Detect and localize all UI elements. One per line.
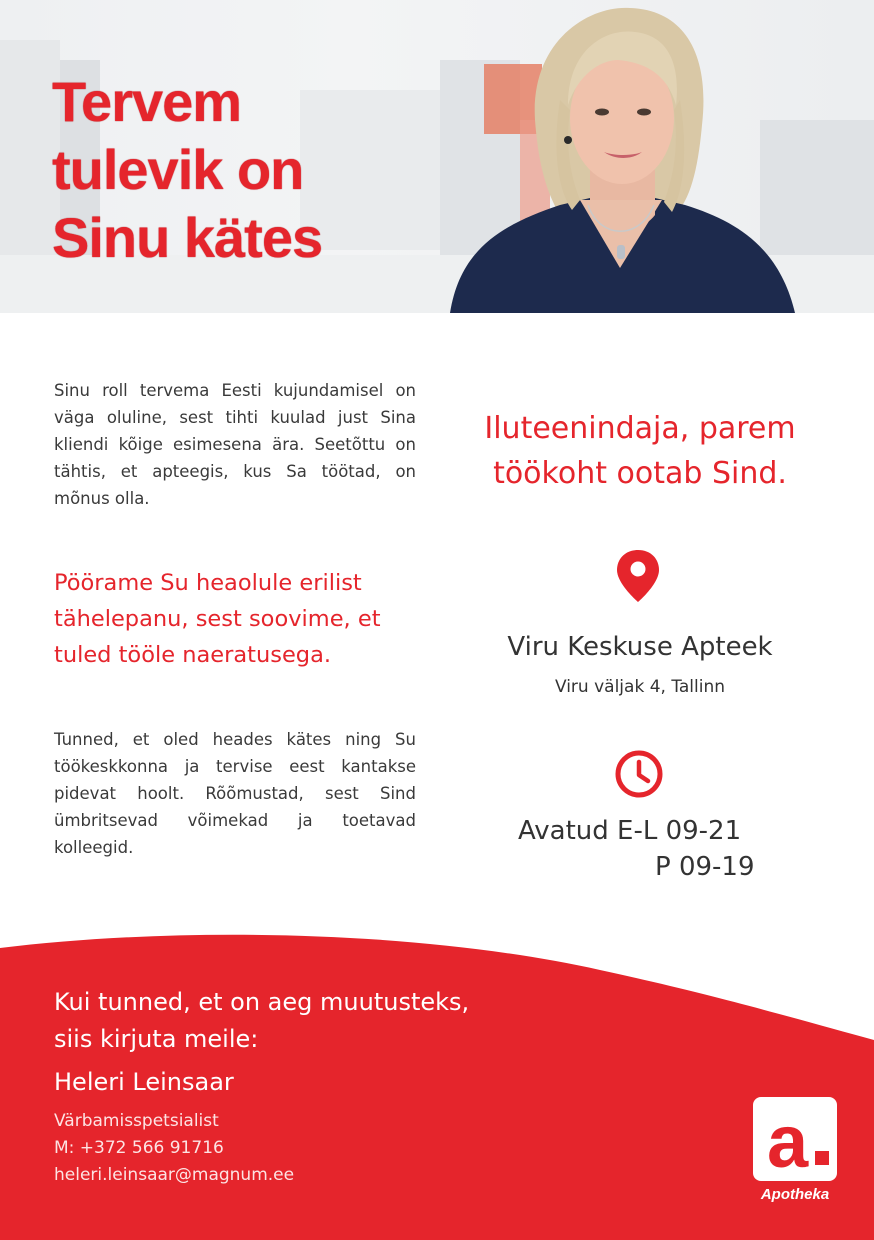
call-to-action xyxy=(54,984,469,1058)
benefits-paragraph: Tunned, et oled heades kätes ning Su töökeskkonna ja tervise eest kantakse pidevat hoolt. Rõõmustad, sest Sind ümbritsevad võimekad ja toetavad kolleegid. xyxy=(54,730,416,857)
hero-headline-line: Tervem xyxy=(52,70,242,133)
highlight-text: Pöörame Su heaolule erilist tähelepanu, sest soovime, et tuled tööle naeratusega. xyxy=(54,570,381,668)
clock-icon xyxy=(613,748,665,800)
hero-headline-line: tulevik on xyxy=(52,138,304,201)
location-pin-icon xyxy=(614,548,662,604)
call-to-action-line: siis kirjuta meile: xyxy=(54,1025,259,1053)
job-title: Iluteenindaja, parem töökoht ootab Sind. xyxy=(484,411,796,491)
background-shelf xyxy=(0,40,60,290)
intro-paragraph: Sinu roll tervema Eesti kujundamisel on väga oluline, sest tihti kuulad just Sina kliendi kõige esimesena ära. Seetõttu on tähtis, et apteegis, kus Sa töötad, on mõnus olla. xyxy=(54,381,416,508)
apotheka-logo xyxy=(753,1097,837,1181)
store-name: Viru Keskuse Apteek xyxy=(507,632,773,662)
apotheka-logo-mark xyxy=(753,1097,837,1181)
hero-headline-line: Sinu kätes xyxy=(52,206,323,269)
contact-role: Värbamisspetsialist xyxy=(54,1111,219,1131)
contact-phone[interactable]: M: +372 566 91716 xyxy=(54,1138,224,1158)
hero-headline xyxy=(52,68,322,272)
store-address: Viru väljak 4, Tallinn xyxy=(554,677,726,697)
hero-banner xyxy=(0,0,874,313)
logo-letter: a xyxy=(767,1100,809,1181)
apotheka-logo-text: Apotheka xyxy=(760,1186,830,1203)
opening-hours-sunday: P 09-19 xyxy=(655,852,755,882)
contact-email[interactable]: heleri.leinsaar@magnum.ee xyxy=(54,1165,295,1185)
contact-name: Heleri Leinsaar xyxy=(54,1068,234,1096)
opening-hours-weekdays: Avatud E-L 09-21 xyxy=(518,816,742,846)
call-to-action-line: Kui tunned, et on aeg muutusteks, xyxy=(54,988,470,1016)
pharmacist-photo xyxy=(440,0,800,313)
